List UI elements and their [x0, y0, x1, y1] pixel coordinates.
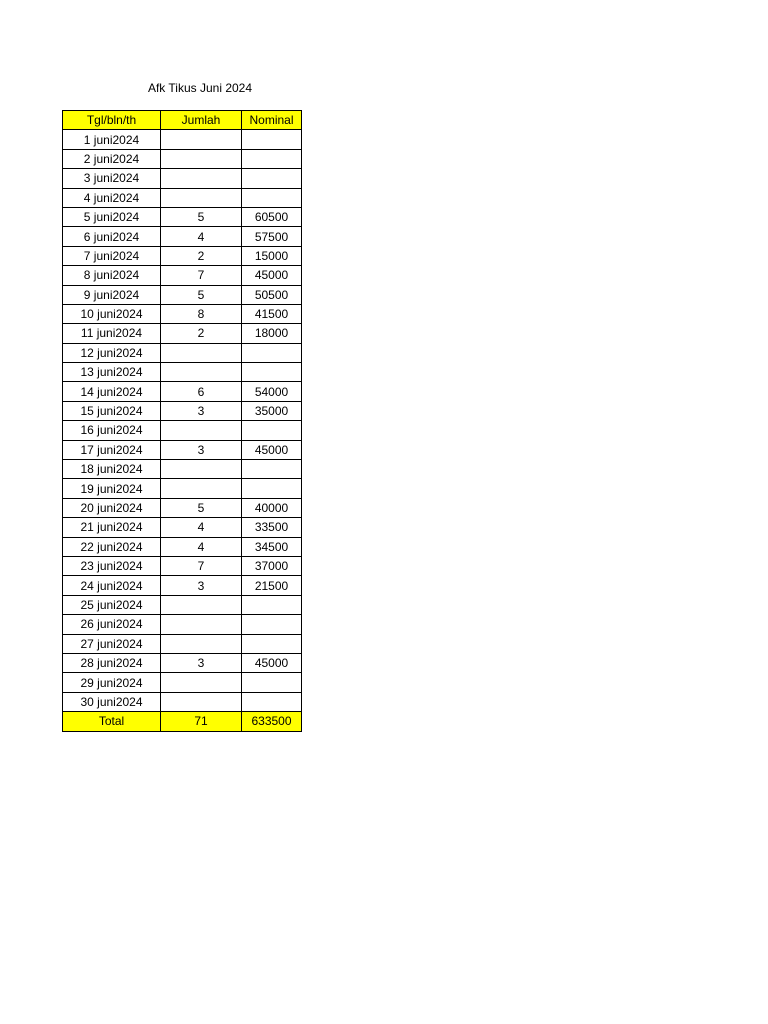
cell-jumlah[interactable]: [161, 343, 242, 362]
cell-nominal[interactable]: [242, 363, 302, 382]
cell-jumlah[interactable]: 4: [161, 537, 242, 556]
cell-nominal[interactable]: 37000: [242, 556, 302, 575]
table-row: [63, 169, 302, 188]
table-row: [63, 246, 302, 265]
table-row: [63, 188, 302, 207]
cell-jumlah[interactable]: [161, 149, 242, 168]
cell-date[interactable]: 21 juni2024: [63, 518, 161, 537]
cell-jumlah[interactable]: 7: [161, 556, 242, 575]
table-row: [63, 149, 302, 168]
cell-date[interactable]: 22 juni2024: [63, 537, 161, 556]
cell-nominal[interactable]: 60500: [242, 207, 302, 226]
cell-nominal[interactable]: 45000: [242, 440, 302, 459]
cell-jumlah[interactable]: 8: [161, 304, 242, 323]
table-row: [63, 653, 302, 672]
cell-jumlah[interactable]: 4: [161, 227, 242, 246]
table-row: [63, 363, 302, 382]
cell-jumlah[interactable]: 5: [161, 207, 242, 226]
header-date[interactable]: Tgl/bln/th: [63, 111, 161, 130]
cell-date[interactable]: 24 juni2024: [63, 576, 161, 595]
cell-jumlah[interactable]: [161, 595, 242, 614]
table-body: [63, 111, 302, 732]
cell-date[interactable]: 26 juni2024: [63, 615, 161, 634]
table-row: [63, 479, 302, 498]
cell-jumlah[interactable]: 5: [161, 285, 242, 304]
header-jumlah[interactable]: Jumlah: [161, 111, 242, 130]
cell-nominal[interactable]: [242, 149, 302, 168]
cell-date[interactable]: 19 juni2024: [63, 479, 161, 498]
cell-nominal[interactable]: [242, 130, 302, 149]
cell-jumlah[interactable]: [161, 188, 242, 207]
cell-jumlah[interactable]: [161, 460, 242, 479]
table-total-row: [63, 712, 302, 731]
table-row: [63, 343, 302, 362]
table-row: [63, 304, 302, 323]
cell-jumlah[interactable]: 7: [161, 266, 242, 285]
cell-date[interactable]: 28 juni2024: [63, 653, 161, 672]
cell-nominal[interactable]: [242, 343, 302, 362]
cell-jumlah[interactable]: [161, 130, 242, 149]
cell-nominal[interactable]: [242, 595, 302, 614]
cell-nominal[interactable]: [242, 673, 302, 692]
cell-nominal[interactable]: 54000: [242, 382, 302, 401]
table-row: [63, 595, 302, 614]
cell-jumlah[interactable]: [161, 363, 242, 382]
cell-nominal[interactable]: 45000: [242, 653, 302, 672]
table-row: [63, 673, 302, 692]
cell-jumlah[interactable]: 3: [161, 576, 242, 595]
cell-nominal[interactable]: 45000: [242, 266, 302, 285]
table-row: [63, 401, 302, 420]
cell-nominal[interactable]: 41500: [242, 304, 302, 323]
cell-jumlah[interactable]: [161, 692, 242, 711]
cell-date[interactable]: 30 juni2024: [63, 692, 161, 711]
cell-date[interactable]: 9 juni2024: [63, 285, 161, 304]
cell-date[interactable]: 6 juni2024: [63, 227, 161, 246]
table-row: [63, 537, 302, 556]
table-row: [63, 692, 302, 711]
cell-nominal[interactable]: [242, 479, 302, 498]
cell-date[interactable]: 11 juni2024: [63, 324, 161, 343]
table-row: [63, 615, 302, 634]
table-row: [63, 207, 302, 226]
cell-nominal[interactable]: 15000: [242, 246, 302, 265]
cell-nominal[interactable]: 50500: [242, 285, 302, 304]
cell-date[interactable]: 27 juni2024: [63, 634, 161, 653]
cell-date[interactable]: 1 juni2024: [63, 130, 161, 149]
cell-nominal[interactable]: 57500: [242, 227, 302, 246]
cell-nominal[interactable]: [242, 692, 302, 711]
table-row: [63, 518, 302, 537]
table-header-row: [63, 111, 302, 130]
cell-date[interactable]: 15 juni2024: [63, 401, 161, 420]
cell-jumlah[interactable]: 2: [161, 324, 242, 343]
cell-jumlah[interactable]: 3: [161, 653, 242, 672]
table-row: [63, 130, 302, 149]
table-row: [63, 324, 302, 343]
cell-date[interactable]: 25 juni2024: [63, 595, 161, 614]
cell-jumlah[interactable]: 2: [161, 246, 242, 265]
cell-nominal[interactable]: 18000: [242, 324, 302, 343]
sheet-title: Afk Tikus Juni 2024: [147, 81, 253, 95]
cell-date[interactable]: 12 juni2024: [63, 343, 161, 362]
cell-nominal[interactable]: 34500: [242, 537, 302, 556]
cell-date[interactable]: 3 juni2024: [63, 169, 161, 188]
data-table: [62, 110, 302, 732]
cell-date[interactable]: 5 juni2024: [63, 207, 161, 226]
cell-nominal[interactable]: [242, 634, 302, 653]
table-row: [63, 440, 302, 459]
cell-nominal[interactable]: [242, 169, 302, 188]
cell-date[interactable]: 4 juni2024: [63, 188, 161, 207]
total-label[interactable]: Total: [63, 712, 161, 731]
cell-nominal[interactable]: [242, 421, 302, 440]
cell-jumlah[interactable]: [161, 615, 242, 634]
cell-jumlah[interactable]: 3: [161, 440, 242, 459]
cell-nominal[interactable]: [242, 615, 302, 634]
cell-date[interactable]: 10 juni2024: [63, 304, 161, 323]
cell-jumlah[interactable]: 6: [161, 382, 242, 401]
cell-nominal[interactable]: 21500: [242, 576, 302, 595]
table-row: [63, 285, 302, 304]
cell-jumlah[interactable]: [161, 634, 242, 653]
cell-date[interactable]: 29 juni2024: [63, 673, 161, 692]
total-jumlah[interactable]: 71: [161, 712, 242, 731]
cell-jumlah[interactable]: 5: [161, 498, 242, 517]
header-nominal[interactable]: Nominal: [242, 111, 302, 130]
cell-jumlah[interactable]: 4: [161, 518, 242, 537]
cell-date[interactable]: 20 juni2024: [63, 498, 161, 517]
cell-nominal[interactable]: 35000: [242, 401, 302, 420]
cell-jumlah[interactable]: [161, 673, 242, 692]
table-row: [63, 556, 302, 575]
cell-jumlah[interactable]: [161, 169, 242, 188]
total-nominal[interactable]: 633500: [242, 712, 302, 731]
cell-date[interactable]: 2 juni2024: [63, 149, 161, 168]
cell-date[interactable]: 13 juni2024: [63, 363, 161, 382]
cell-date[interactable]: 14 juni2024: [63, 382, 161, 401]
table-row: [63, 227, 302, 246]
cell-nominal[interactable]: 33500: [242, 518, 302, 537]
cell-date[interactable]: 7 juni2024: [63, 246, 161, 265]
table-row: [63, 421, 302, 440]
table-row: [63, 460, 302, 479]
cell-jumlah[interactable]: [161, 421, 242, 440]
cell-nominal[interactable]: 40000: [242, 498, 302, 517]
cell-nominal[interactable]: [242, 188, 302, 207]
cell-date[interactable]: 8 juni2024: [63, 266, 161, 285]
table-row: [63, 634, 302, 653]
cell-date[interactable]: 17 juni2024: [63, 440, 161, 459]
cell-date[interactable]: 16 juni2024: [63, 421, 161, 440]
cell-date[interactable]: 23 juni2024: [63, 556, 161, 575]
cell-nominal[interactable]: [242, 460, 302, 479]
cell-date[interactable]: 18 juni2024: [63, 460, 161, 479]
table-row: [63, 576, 302, 595]
table-row: [63, 266, 302, 285]
cell-jumlah[interactable]: [161, 479, 242, 498]
table-row: [63, 498, 302, 517]
table-row: [63, 382, 302, 401]
cell-jumlah[interactable]: 3: [161, 401, 242, 420]
